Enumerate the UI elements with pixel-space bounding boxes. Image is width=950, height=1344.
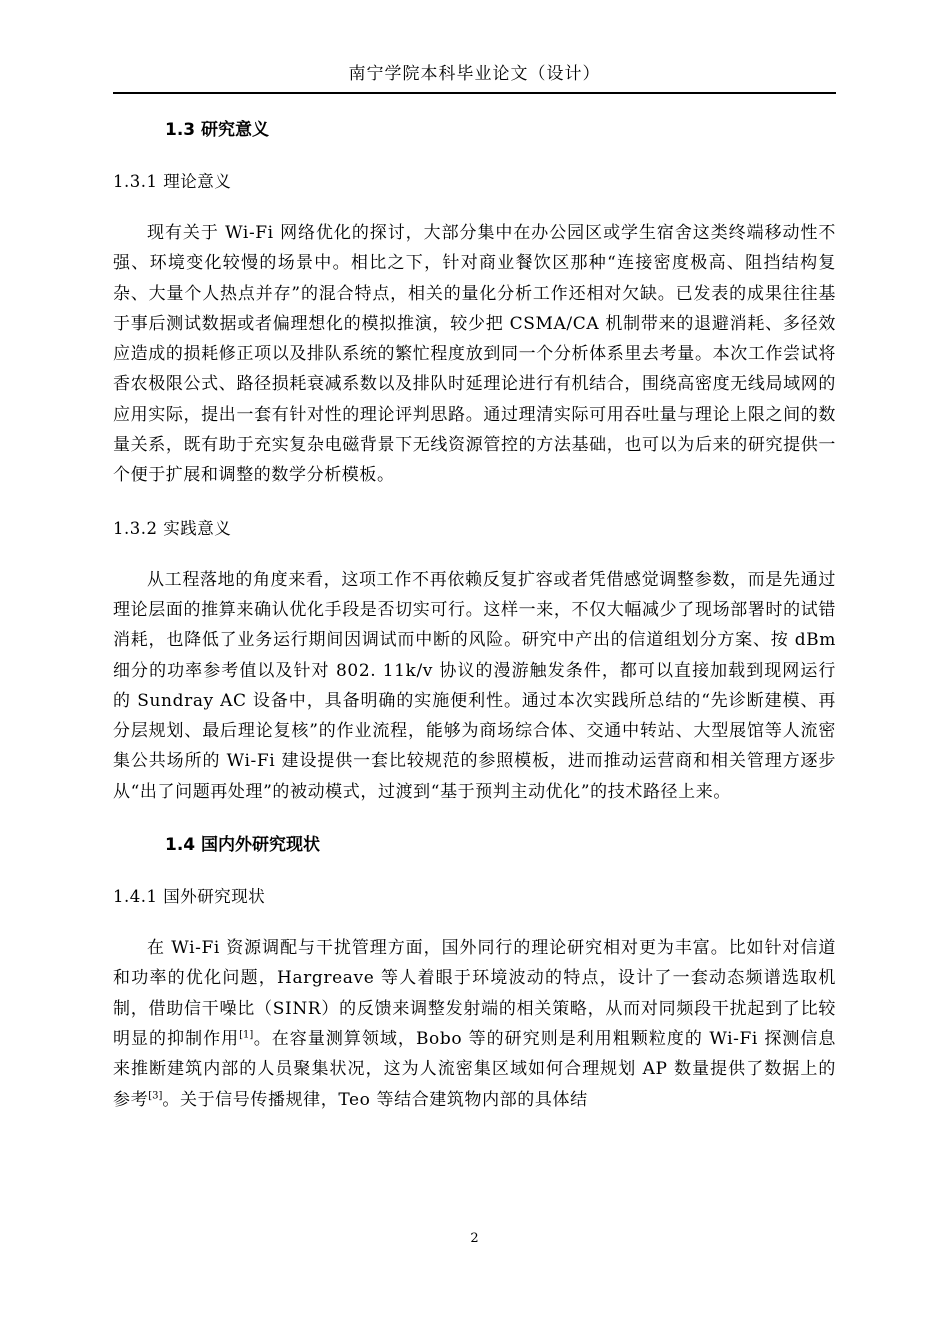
paragraph-text-part: 。在容量测算领域，Bobo 等的研究则是利用粗颗粒度的 Wi-Fi 探测信息来推断建筑内部的人员聚集状况，这为人流密集区域如何合理规划 AP 数量提供了数据上的参考 xyxy=(113,1028,836,1110)
page-body xyxy=(113,112,836,1115)
citation-reference[interactable]: [1] xyxy=(239,1029,254,1041)
paragraph-theoretical-significance: 现有关于 Wi-Fi 网络优化的探讨，大部分集中在办公园区或学生宿舍这类终端移动性不强、环境变化较慢的场景中。相比之下，针对商业餐饮区那种“连接密度极高、阻挡结构复杂、大量个人热点并存”的混合特点，相关的量化分析工作还相对欠缺。已发表的成果往往基于事后测试数据或者偏理想化的模拟推演，较少把 CSMA/CA 机制带来的退避消耗、多径效应造成的损耗修正项以及排队系统的繁忙程度放到同一个分析体系里去考量。本次工作尝试将香农极限公式、路径损耗衰减系数以及排队时延理论进行有机结合，围绕高密度无线局域网的应用实际，提出一套有针对性的理论评判思路。通过理清实际可用吞吐量与理论上限之间的数量关系，既有助于充实复杂电磁背景下无线资源管控的方法基础，也可以为后来的研究提供一个便于扩展和调整的数学分析模板。 xyxy=(113,223,836,486)
subsection-heading-1-3-2: 1.3.2 实践意义 xyxy=(113,518,232,538)
page-header-title: 南宁学院本科毕业论文（设计） xyxy=(348,64,601,84)
paragraph-text-part: 在 Wi-Fi 资源调配与干扰管理方面，国外同行的理论研究相对更为丰富。比如针对信道和功率的优化问题，Hargreave 等人着眼于环境波动的特点，设计了一套动态频谱选取机制，借助信干噪比（SINR）的反馈来调整发射端的相关策略，从而对同频段干扰起到了比较明显的抑制作用 xyxy=(113,938,836,1049)
paragraph-foreign-research xyxy=(113,933,836,1115)
header-rule xyxy=(113,92,836,94)
page-number: 2 xyxy=(470,1231,479,1246)
paragraph-practical-significance: 从工程落地的角度来看，这项工作不再依赖反复扩容或者凭借感觉调整参数，而是先通过理论层面的推算来确认优化手段是否切实可行。这样一来，不仅大幅减少了现场部署时的试错消耗，也降低了业务运行期间因调试而中断的风险。研究中产出的信道组划分方案、按 dBm 细分的功率参考值以及针对 802. 11k/v 协议的漫游触发条件，都可以直接加载到现网运行的 Sundray AC 设备中，具备明确的实施便利性。通过本次实践所总结的“先诊断建模、再分层规划、最后理论复核”的作业流程，能够为商场综合体、交通中转站、大型展馆等人流密集公共场所的 Wi-Fi 建设提供一套比较规范的参照模板，进而推动运营商和相关管理方逐步从“出了问题再处理”的被动模式，过渡到“基于预判主动优化”的技术路径上来。 xyxy=(113,569,836,802)
section-heading-1-3: 1.3 研究意义 xyxy=(165,120,270,140)
paragraph-text-part: 。关于信号传播规律，Teo 等结合建筑物内部的具体结 xyxy=(162,1089,588,1110)
subsection-heading-1-4-1: 1.4.1 国外研究现状 xyxy=(113,887,266,907)
subsection-heading-1-3-1: 1.3.1 理论意义 xyxy=(113,172,232,191)
citation-reference[interactable]: [3] xyxy=(148,1089,163,1101)
section-heading-1-4: 1.4 国内外研究现状 xyxy=(165,835,321,856)
